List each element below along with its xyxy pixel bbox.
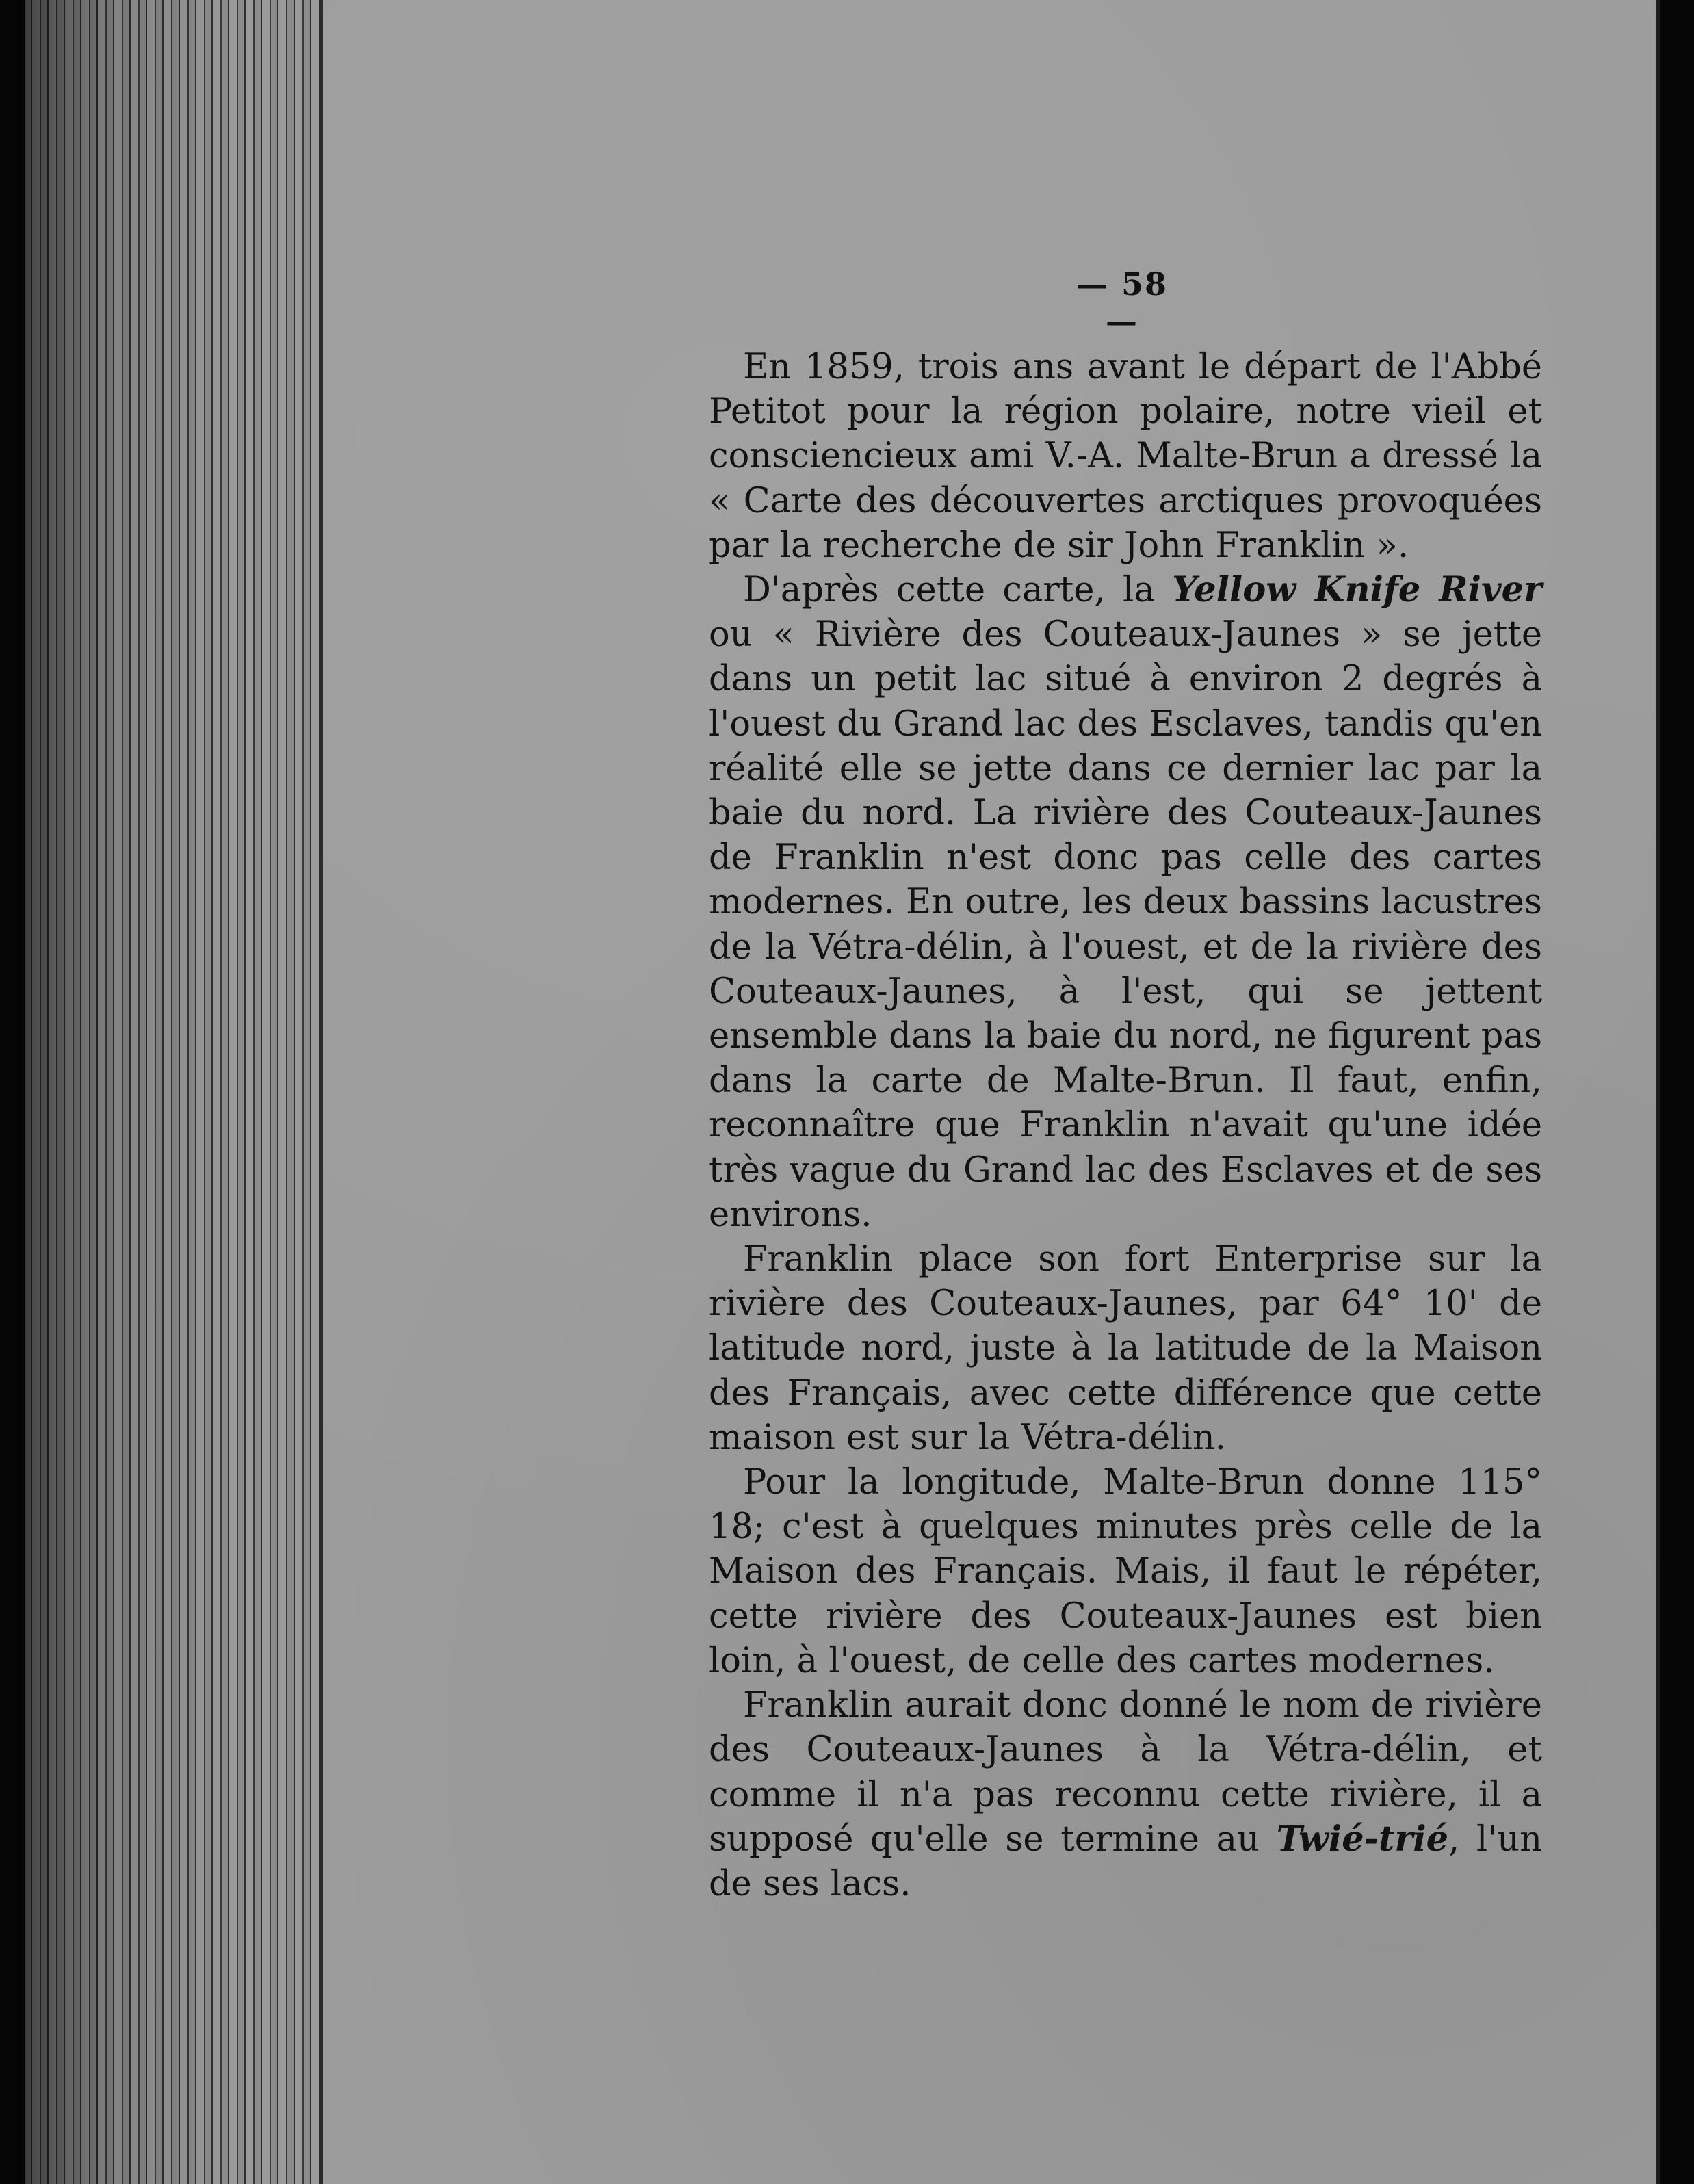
page-gutter-shadow [319,0,323,2184]
film-right-margin [1660,0,1694,2184]
lake-name-emphasis: Twié-trié [1276,1818,1449,1860]
paragraph-3: Franklin place son fort Enterprise sur la rivière des Couteaux-Jaunes, par 64° 10' de latitude nord, juste à la latitude de la Maison des Français, avec cette différence que cette maison est sur la Vétra-délin. [709,1239,1542,1458]
paragraph-1: En 1859, trois ans avant le départ de l'Abbé Petitot pour la région polaire, notre vieil et consciencieux ami V.-A. Malte-Brun a dressé la « Carte des découvertes arctiques provoquées par la recherche de sir John Franklin ». [709,347,1542,566]
stacked-page-edges [25,0,319,2184]
river-name-emphasis: Yellow Knife River [1172,569,1542,611]
paragraph-2-rest: ou « Rivière des Couteaux-Jaunes » se jette dans un petit lac situé à environ 2 degrés à l'ouest du Grand lac des Esclaves, tandis qu'en réalité elle se jette dans ce dernier lac par la baie du nord. La rivière des Couteaux-Jaunes de Franklin n'est donc pas celle des cartes modernes. En outre, les deux bassins lacustres de la Vétra-délin, à l'ouest, et de la rivière des Couteaux-Jaunes, à l'est, qui se jettent ensemble dans la baie du nord, ne figurent pas dans la carte de Malte-Brun. Il faut, enfin, reconnaître que Franklin n'avait qu'une idée très vague du Grand lac des Esclaves et de ses environs. [709,614,1542,1235]
paragraph-5-lead: Franklin aurait donc donné le nom de rivière des Couteaux-Jaunes à la Vétra-délin, et comme il n'a pas reconnu cette rivière, il a supposé qu'elle se termine au [709,1685,1542,1860]
paragraph-4: Pour la longitude, Malte-Brun donne 115° 18; c'est à quelques minutes près celle de la Maison des Français. Mais, il faut le répéter, cette rivière des Couteaux-Jaunes est bien loin, à l'ouest, de celle des cartes modernes. [709,1462,1542,1681]
paragraph-5-rest: , l'un de ses lacs. [709,1819,1542,1904]
page-number: — 58 — [1076,265,1169,339]
film-left-margin [0,0,25,2184]
paragraph-2 [709,568,1542,1237]
body-text [709,345,1542,1904]
paragraph-2-lead: D'après cette carte, la [743,570,1173,611]
paragraph-5 [709,1683,1542,1906]
